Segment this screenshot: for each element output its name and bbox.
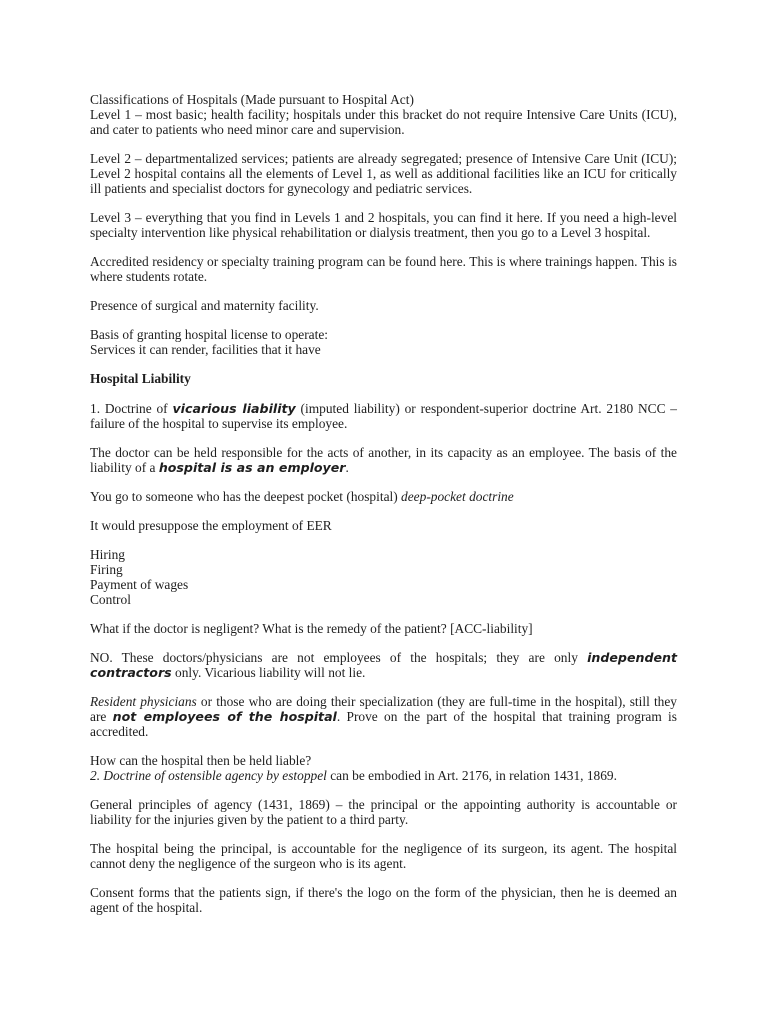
text-span: can be embodied in Art. 2176, in relation 1431, 1869. (326, 768, 617, 783)
classifications-title: Classifications of Hospitals (Made pursuant to Hospital Act) (90, 92, 414, 107)
text-span: NO. These doctors/physicians are not employees of the hospitals; they are only (90, 650, 588, 665)
employer-term: hospital is as an employer (158, 460, 346, 475)
document-page (90, 92, 677, 929)
surgical-maternity-paragraph: Presence of surgical and maternity facility. (90, 298, 319, 313)
text-span: . (345, 460, 349, 475)
level-2-paragraph: Level 2 – departmentalized services; patients are already segregated; presence of Intensive Care Unit (ICU); Level 2 hospital contains all the elements of Level 1, as well as additional facilities like an ICU for critically ill patients and specialist doctors for gynecology and pediatric services. (90, 151, 677, 196)
deep-pocket-term: deep-pocket doctrine (401, 489, 514, 504)
vicarious-liability-term: vicarious liability (172, 401, 296, 416)
text-span: (imputed liability) or respondent-superior doctrine Art. 2180 NCC – failure of the hospital to supervise its employee. (90, 401, 677, 431)
resident-physicians-paragraph (90, 694, 677, 739)
text-span: only. Vicarious liability will not lie. (171, 665, 366, 680)
independent-contractors-paragraph (90, 650, 677, 680)
ostensible-agency-line (90, 768, 677, 783)
ostensible-agency-term: 2. Doctrine of ostensible agency by estoppel (90, 768, 327, 783)
resident-physicians-term: Resident physicians (90, 694, 197, 709)
negligent-doctor-question: What if the doctor is negligent? What is the remedy of the patient? [ACC-liability] (90, 621, 533, 636)
level-3-paragraph: Level 3 – everything that you find in Levels 1 and 2 hospitals, you can find it here. If you need a high-level specialty intervention like physical rehabilitation or dialysis treatment, then you go to a Level 3 hospital. (90, 210, 677, 240)
hospital-liability-heading: Hospital Liability (90, 371, 191, 386)
list-item: Control (90, 592, 131, 607)
text-span: 1. Doctrine of (90, 401, 173, 416)
level-1-text: Level 1 – most basic; health facility; hospitals under this bracket do not require Intensive Care Units (ICU), and cater to patients who need minor care and supervision. (90, 107, 677, 137)
text-span: . Prove on the part of the hospital that training program is accredited. (90, 709, 677, 739)
text-span: or those who are doing their specialization (they are full-time in the hospital), still they are (90, 694, 677, 724)
accredited-residency-paragraph: Accredited residency or specialty training program can be found here. This is where trainings happen. This is where students rotate. (90, 254, 677, 284)
agency-principles-paragraph: General principles of agency (1431, 1869) – the principal or the appointing authority is accountable or liability for the injuries given by the patient to a third party. (90, 797, 677, 827)
ostensible-agency-paragraph (90, 753, 677, 783)
license-basis-line: Basis of granting hospital license to operate: (90, 327, 328, 342)
held-liable-question: How can the hospital then be held liable? (90, 753, 312, 768)
list-item: Hiring (90, 547, 125, 562)
text-span: The doctor can be held responsible for the acts of another, in its capacity as an employee. The basis of the liability of a (90, 445, 677, 475)
eer-list (90, 547, 677, 607)
license-basis-paragraph (90, 327, 677, 357)
list-item: Firing (90, 562, 123, 577)
not-employees-term: not employees of the hospital (112, 709, 337, 724)
doctor-responsible-paragraph (90, 445, 677, 475)
deep-pocket-paragraph (90, 489, 677, 504)
independent-contractors-term: independent contractors (90, 650, 677, 680)
text-span: You go to someone who has the deepest pocket (hospital) (90, 489, 402, 504)
classifications-paragraph (90, 92, 677, 137)
list-item: Payment of wages (90, 577, 189, 592)
eer-paragraph: It would presuppose the employment of EER (90, 518, 332, 533)
consent-forms-paragraph: Consent forms that the patients sign, if there's the logo on the form of the physician, then he is deemed an agent of the hospital. (90, 885, 677, 915)
services-facilities-line: Services it can render, facilities that it have (90, 342, 321, 357)
vicarious-liability-paragraph (90, 401, 677, 431)
hospital-principal-paragraph: The hospital being the principal, is accountable for the negligence of its surgeon, its agent. The hospital cannot deny the negligence of the surgeon who is its agent. (90, 841, 677, 871)
